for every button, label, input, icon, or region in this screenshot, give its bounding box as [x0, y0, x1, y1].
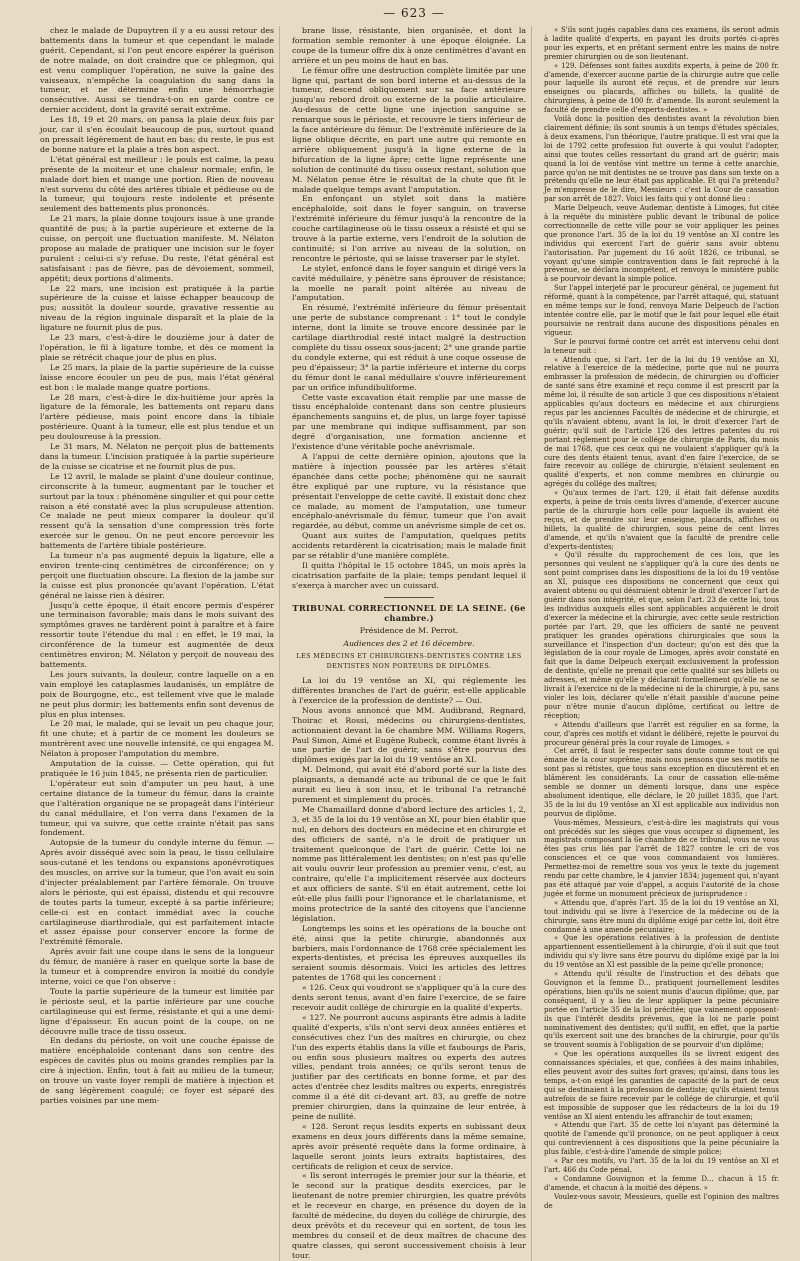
paragraph: Il quitta l'hôpital le 15 octobre 1845, un mois après la cicatrisation parfaite de la plaie; temps pendant lequel il s'exerça à marcher avec un cuissard.: [292, 560, 526, 590]
paragraph: « Condamne Gouvignon et la femme D... chacun à 15 fr. d'amende, et chacun à la moitié des dépens. »: [544, 1174, 779, 1192]
paragraph: brane lisse, résistante, bien organisée, et dont la formation semble remonter à une époque éloignée. La coupe de la tumeur offre dix à onze centimètres d'avant en arrière et un peu moins de haut en bas.: [292, 26, 526, 65]
paragraph: Cette vaste excavation était remplie par une masse de tissu encéphaloïde contenant dans son centre plusieurs épanchements sanguins et, de plus, un large foyer tapissé par une membrane qui indique suffisamment, par son degré d'organisation, une formation ancienne et l'existence d'une véritable poche anévrismale.: [292, 392, 526, 452]
text-columns: [40, 26, 788, 1260]
paragraph: Le 25 mars, la plaie de la partie supérieure de la cuisse laisse encore écouler un peu de pus, mais l'état général est bon : le malade mange quatre portions.: [40, 362, 274, 392]
paragraph: Jusqu'à cette époque, il était encore permis d'espérer une terminaison favorable; mais dans le mois suivant des symptômes graves ne tardèrent point à paraître et à faire ressortir toute l'étendue du mal : en effet, le 19 mai, la circonférence de la tumeur est augmentée de deux centimètres environ; M. Nélaton y perçoit de nouveau des battements.: [40, 600, 274, 669]
paragraph: « Ils seront interrogés le premier jour sur la théorie, et le second sur la pratique desdits exercices, par le lieutenant de notre premier chirurgien, les quatre prévôts et le receveur en charge, en présence du doyen de la faculté de médecine, du doyen du collége de chirurgie, des deux prévôts et du receveur qui en sortent, de tous les membres du conseil et de deux maîtres de chacune des quatre classes, qui seront successivement choisis à leur tour.: [292, 1171, 526, 1260]
paragraph: Me Chamaillard donne d'abord lecture des articles 1, 2, 3, et 35 de la loi du 19 ventôse an XI, pour bien établir que nul, en dehors des docteurs en médecine et en chirurgie et des officiers de santé, n'a le droit de pratiquer un traitement quelconque de l'art de guérir. Cette loi ne nomme pas littéralement les dentistes; on n'est pas qu'elle ait voulu ouvrir leur profession au premier venu, c'est, au contraire, qu'elle l'a implicitement réservée aux docteurs et aux officiers de santé. S'il en était autrement, cette loi eût-elle plus failli pour l'ignorance et le charlatanisme, et moins protectrice de la santé des citoyens que l'ancienne législation.: [292, 804, 526, 923]
paragraph: Le stylet, enfoncé dans le foyer sanguin et dirigé vers la cavité médullaire, y pénètre sans éprouver de résistance; la moelle ne paraît point altérée au niveau de l'amputation.: [292, 263, 526, 303]
court-title: TRIBUNAL CORRECTIONNEL DE LA SEINE. (6e chambre.): [292, 602, 526, 623]
paragraph: Le 12 avril, le malade se plaint d'une douleur continue, circonscrite à la tumeur, augmentant par le toucher et surtout par la toux : phénomène singulier et qui pour cette raison a été constaté avec la plus scrupuleuse attention. Ce malade ne peut mieux comparer la douleur qu'il ressent qu'à la sensation d'une compression très forte exercée sur le genou. On ne peut encore percevoir les battements de l'artère tibiale postérieure.: [40, 471, 274, 551]
paragraph: Marie Delpeuch, veuve Audemar, dentiste à Limoges, fut citée à la requête du ministère public devant le tribunal de police correctionnelle de cette ville pour se voir appliquer les peines que prononce l'art. 35 de la loi du 19 ventôse an XI contre les individus qui exercent l'art de guérir sans avoir obtenu l'autorisation. Par jugement du 16 août 1826, ce tribunal, se voyant qu'une simple contravention dans le fait reproché à la prévenue, se déclara incompétent, et renvoya le ministère public à se pourvoir devant la simple police.: [544, 204, 779, 284]
paragraph: « Attendu qu'il résulte de l'instruction et des débats que Gouvignon et la femme D... pratiquent journellement lesdites opérations, bien qu'ils ne soient munis d'aucun diplôme; que, par conséquent, il y a lieu de leur appliquer la peine pécuniaire portée en l'article 35 de la loi précitée; que vainement opposent-ils que l'intérêt desdits prévenus, que la loi ne parle point nominativement des dentistes; qu'il suffit, en effet, que la partie qu'ils exercent soit une des branches de la chirurgie, pour qu'ils se trouvent soumis à l'obligation de se pourvoir d'un diplôme;: [544, 970, 779, 1050]
paragraph: « S'ils sont jugés capables dans ces examens, ils seront admis à ladite qualité d'experts, en payant les droits portés ci-après pour les experts, et en prêtant serment entre les mains de notre premier chirurgien ou de son lieutenant.: [544, 26, 779, 61]
column-1: [40, 26, 280, 1261]
column-3: [544, 26, 784, 1261]
court-hearing-dates: Audiences des 2 et 16 décembre.: [343, 639, 475, 649]
paragraph: En enfonçant un stylet soit dans la matière encéphaloïde, soit dans le foyer sanguin, on traverse l'extrémité inférieure du fémur jusqu'à la rencontre de la couche cartilagineuse où le tissu osseux a résisté et qui se trouve à la partie externe, vers l'endroit de la solution de continuité; si l'on arrive au niveau de la solution, on rencontre le périoste, qui se laisse traverser par le stylet.: [292, 194, 526, 263]
column-2-court-report: [292, 676, 526, 1260]
paragraph: Le 28 mars, c'est-à-dire le dix-huitième jour après la ligature de la fémorale, les battements ont reparu dans l'artère pédieuse, mais point encore dans la tibiale postérieure. Quant à la tumeur, elle est plus tendue et un peu douloureuse à la pression.: [40, 392, 274, 442]
paragraph: La tumeur n'a pas augmenté depuis la ligature, elle a environ trente-cinq centimètres de circonférence; on y perçoit une fluctuation obscure. La flexion de la jambe sur la cuisse est plus prononcée qu'avant l'opération. L'état général ne laisse rien à désirer.: [40, 551, 274, 600]
paragraph: « Que les opérations relatives à la profession de dentiste appartiennent essentiellement à la chirurgie, d'où il suit que tout individu qui s'y livre sans être pourvu du diplôme exigé par la loi du 19 ventôse an XI est passible de la peine qu'elle prononce;: [544, 934, 779, 970]
paragraph: L'état général est meilleur : le pouls est calme, la peau présente de la moiteur et une chaleur normale; enfin, le malade dort bien et mange une portion. Rien de nouveau n'est survenu du côté des artères tibiale et pédieuse ou de la tumeur, qui toujours reste indolente et présente seulement des battements plus prononcés.: [40, 154, 274, 214]
paragraph: L'opérateur eut soin d'amputer un peu haut, à une certaine distance de la tumeur du fémur, dans la crainte que l'altération organique ne se propageât dans l'intérieur du canal médullaire, et l'on verra dans l'examen de la tumeur, qui va suivre, que cette crainte n'était pas sans fondement.: [40, 778, 274, 838]
paragraph: A l'appui de cette dernière opinion, ajoutons que la matière à injection poussée par les artères s'était épanchée dans cette poche; phénomène qui ne saurait être expliqué par une rupture, vu la résistance que présentait l'enveloppe de cette cavité. Il existait donc chez ce malade, au moment de l'amputation, une tumeur encéphalo-anévrismale du fémur, tumeur que l'on avait regardée, au début, comme un anévrisme simple de cet os.: [292, 451, 526, 531]
paragraph: Le 21 mars, la plaie donne toujours issue à une grande quantité de pus; à la partie supérieure et externe de la cuisse, on perçoit une fluctuation manifeste. M. Nélaton propose au malade de pratiquer une incision sur le foyer purulent : celui-ci s'y refuse. Du reste, l'état général est satisfaisant : pas de fièvre, pas de dévoiement, sommeil, appétit; deux portions d'aliments.: [40, 214, 274, 283]
paragraph: « 129. Défenses sont faites auxdits experts, à peine de 200 fr. d'amende, d'exercer aucune partie de la chirurgie autre que celle pour laquelle ils auront été reçus, et de prendre sur leurs enseignes ou placards, affiches ou billets, la qualité de chirurgiens, à peine de 100 fr. d'amende. Ils auront seulement la faculté de prendre celle d'experts-dentistes. »: [544, 61, 779, 115]
paragraph: Le fémur offre une destruction complète limitée par une ligne qui, partant de son bord interne et au-dessus de la tumeur, descend obliquement sur sa face antérieure jusqu'au rebord droit ou externe de la poulie articulaire. Au-dessus de cette ligne une injection sanguine se remarque sous le périoste, et recouvre le tiers inférieur de la face antérieure du fémur. De l'extrémité inférieure de la ligne oblique décrite, en part une autre qui remonte en arrière obliquement jusqu'à la ligne externe de la bifurcation de la ligne âpre; cette ligne représente une solution de continuité du tissu osseux restant, solution que M. Nélaton pense être le résultat de la chute que fit le malade quelque temps avant l'amputation.: [292, 65, 526, 194]
paragraph: Nous avons annoncé que MM. Audibrand, Regnard, Thoirac et Rossi, médecins ou chirurgiens-dentistes, actionnaient devant la 6e chambre MM. Williams Rogers, Paul Simon, Aimé et Eugène Rubeck, comme étant livrés à une partie de l'art de guérir, sans s'être pourvus des diplômes exigés par la loi du 19 ventôse an XI.: [292, 705, 526, 765]
paragraph: Sur le pourvoi formé contre cet arrêt est intervenu celui dont la teneur suit :: [544, 337, 779, 355]
paragraph: En résumé, l'extrémité inférieure du fémur présentait une perte de substance comprenant : 1° tout le condyle interne, dont la limite se trouve encore dessinée par le cartilage diarthrodial resté intact malgré la destruction complète du tissu osseux sous-jacent; 2° une grande partie du condyle externe, qui est réduit à une coque osseuse de peu d'épaisseur; 3° la partie inférieure et interne du corps du fémur dont le canal médullaire s'ouvre inférieurement par un orifice infundibuliforme.: [292, 303, 526, 392]
paragraph: Le 31 mars, M. Nélaton ne perçoit plus de battements dans la tumeur. L'incision pratiquée à la partie supérieure de la cuisse se cicatrise et ne fournit plus de pus.: [40, 442, 274, 471]
paragraph: Amputation de la cuisse. — Cette opération, qui fut pratiquée le 16 juin 1845, ne présenta rien de particulier.: [40, 759, 274, 778]
paragraph: En dedans du périoste, on voit une couche épaisse de matière encéphaloïde contenant dans son centre des espèces de cavités plus ou moins grandes remplies par la cire à injection. Enfin, tout à fait au milieu de la tumeur, on trouve un vaste foyer rempli de matière à injection et de sang légèrement coagulé; ce foyer est séparé des parties voisines par une mem-: [40, 1036, 274, 1105]
page-number-text: — 623 —: [383, 6, 445, 20]
paragraph: Voilà donc la position des dentistes avant la révolution bien clairement définie; ils sont soumis à un temps d'études spéciales, à deux examens, l'un théorique, l'autre pratique. Il est vrai que la loi de 1792 cette profession fut ouverte à qui voulut l'adopter, ainsi que toutes celles ressortant du grand art de guérir; mais quand la loi de ventôse vint mettre un terme à cette anarchie, parce qu'on ne mit dentistes ne se trouve pas dans son texte on a prétendu qu'elle ne leur était pas applicable. Et qui l'a prétendu? Je m'empresse de le dire, Messieurs : c'est la Cour de cassation par son arrêt de 1827. Voici les faits qui y ont donné lieu :: [544, 115, 779, 204]
paragraph: Cet arrêt, il faut le respecter sans doute comme tout ce qui émane de la cour suprême; mais nous pensons que ses motifs ne sont pas si rétistes, que tous sans exception en discutèrent et en blâmèrent les considérants. La cour de cassation elle-même semble se donner un démenti lorsque, dans une espèce absolument identique, elle déclare, le 20 juillet 1835, que l'art. 35 de la loi du 19 ventôse an XI est applicable aux individus non pourvus de diplôme.: [544, 747, 779, 818]
paragraph: « Qu'il résulte du rapprochement de ces lois, que les personnes qui veulent ne s'appliquer qu'à la cure des dents ne sont point comprises dans les dispositions de la loi du 19 ventôse an XI, puisque ces dispositions ne concernent que ceux qui avaient obtenu ou qui désiraient obtenir le droit d'exercer l'art de guérir dans son intégrité, et que, selon l'art. 23 de cette loi, tous les individus auxquels elles sont applicables acquièrent le droit d'exercer la médecine et la chirurgie, avec cette seule restriction portée par l'art. 29, que les officiers de santé ne peuvent pratiquer les grandes opérations chirurgicales que sous la surveillance et l'inspection d'un docteur; qu'on est dès que la législation de la cour royale de Limoges, après avoir constaté en fait que la dame Delpeuch exerçait exclusivement la profession de dentiste, qu'elle ne prenait que cette qualité sur ses billets ou adresses, et même qu'elle y déclarait formellement qu'elle ne se livrait à l'exercice ni de la médecine ni de la chirurgie, à pu, sans violer les lois, déclarer qu'elle n'était passible d'aucune peine pour n'être munie d'aucun diplôme, certificat ou lettre de réception;: [544, 551, 779, 720]
paragraph: « Attendu d'ailleurs que l'arrêt est régulier en sa forme, la cour, d'après ces motifs et vidant le délibéré, rejette le pourvoi du procureur général près la cour royale de Limoges. »: [544, 720, 779, 747]
paragraph: Le 20 mai, le malade, qui se levait un peu chaque jour, fit une chute; et à partir de ce moment les douleurs se montrèrent avec une nouvelle intensité, ce qui engagea M. Nélaton à proposer l'amputation du membre.: [40, 719, 274, 759]
court-heading: [292, 597, 526, 672]
paragraph: Voulez-vous savoir, Messieurs, quelle est l'opinion des maîtres de: [544, 1192, 779, 1210]
paragraph: chez le malade de Dupuytren il y a eu aussi retour des battements dans la tumeur et que cependant le malade guérit. Cependant, si l'on peut encore espérer la guérison de notre malade, on doit craindre que ce phlegmon, qui est venu compliquer l'opération, ne suive la gaîne des vaisseaux, n'empêche la coagulation du sang dans la tumeur, et ne détermine enfin une hémorrhagie consécutive. Aussi se tiendra-t-on en garde contre ce dernier accident, dont la gravité serait extrême.: [40, 26, 274, 115]
court-case-subject: LES MÉDECINS ET CHIRURGIENS-DENTISTES CONTRE LES DENTISTES NON PORTEURS DE DIPLÔMES.: [296, 652, 522, 671]
paragraph: Vous-mêmes, Messieurs, c'est-à-dire les magistrats qui vous ont précédés sur les sièges que vous occupez si dignement, les magistrats composant la 6e chambre de ce tribunal, vous ne vous êtes pas crus liés par l'arrêt de 1827 contre le cri de vos consciences et ce que vous commandaient vos lumières. Permettez-moi de remettre sous vos yeux le texte du jugement rendu par cette chambre, le 4 janvier 1834; jugement qui, n'ayant pas été attaqué par voie d'appel, a acquis l'autorité de la chose jugée et forme un monument précieux de jurisprudence :: [544, 818, 779, 898]
paragraph: Les 18, 19 et 20 mars, on pansa la plaie deux fois par jour, car il s'en écoulait beaucoup de pus, surtout quand on pressait légèrement de haut en bas; du reste, le pus est de bonne nature et la plaie a très bon aspect.: [40, 115, 274, 154]
paragraph: Toute la partie supérieure de la tumeur est limitée par le périoste seul, et la partie inférieure par une couche cartilagineuse qui est ferme, résistante et qui a une demi-ligne d'épaisseur. En aucun point de la coupe, on ne découvre nulle trace de tissu osseux.: [40, 986, 274, 1036]
paragraph: « Attendu que, si l'art. 1er de la loi du 19 ventôse an XI, relative à l'exercice de la médecine, porte que nul ne pourra embrasser la profession de médecin, de chirurgien ou d'officier de santé sans être examiné et reçu comme il est prescrit par la même loi, il résulte de son article 3 que ces dispositions n'étaient applicables qu'aux docteurs en médecine et aux chirurgiens reçus par les anciennes Facultés de médecine et de chirurgie, et qu'ils n'avaient obtenu, avant la loi, le droit d'exercer l'art de guérir; qu'il suit de l'article 126 des lettres patentes du roi portant règlement pour le collége de chirurgie de Paris, du mois de mai 1768, que ces ceux qui ne voulaient s'appliquer qu'à la cure des dents étaient tenus, avant d'en faire l'exercice, de se faire recevoir au collége de chirurgie, n'étaient seulement en qualité d'experts, et non comme membres en chirurgie ou agrégés du collége des maîtres;: [544, 355, 779, 489]
column-2-article-end: [292, 26, 526, 591]
column-2: [292, 26, 532, 1261]
paragraph: Quant aux suites de l'amputation, quelques petits accidents retardèrent la cicatrisation; mais le malade finit par se rétablir d'une manière complète.: [292, 531, 526, 561]
paragraph: « Attendu que, d'après l'art. 35 de la loi du 19 ventôse an XI, tout individu qui se livre à l'exercice de la médecine ou de la chirurgie, sans être muni du diplôme exigé par cette loi, doit être condamné à une amende pécuniaire;: [544, 898, 779, 934]
paragraph: Les jours suivants, la douleur, contre laquelle on a en vain employé les cataplasmes laudanisés, un emplâtre de poix de Bourgogne, etc., est tellement vive que le malade ne peut plus dormir; les battements enfin sont devenus de plus en plus intenses.: [40, 669, 274, 719]
page-number: [40, 0, 788, 26]
divider: [384, 597, 434, 598]
paragraph: Après avoir fait une coupe dans le sens de la longueur du fémur, de manière à raser en quelque sorte la base de la tumeur et à comprendre environ la moitié du condyle interne, voici ce que l'on observe :: [40, 947, 274, 986]
paragraph: Sur l'appel interjeté par le procureur général, ce jugement fut réformé, quant à la compétence, par l'arrêt attaqué, qui, statuant en même temps sur le fond, renvoya Marie Delpeuch de l'action intentée contre elle, par le motif que le fait pour lequel elle était poursuivie ne rentrait dans aucune des dispositions pénales en vigueur.: [544, 284, 779, 337]
paragraph: Autopsie de la tumeur du condyle interne du fémur. — Après avoir disséqué avec soin la peau, le tissu cellulaire sous-cutané et les tendons ou expansions aponévrotiques des muscles, on arrive sur la tumeur, que l'on avait eu soin d'injecter préalablement par l'artère fémorale. On trouve alors le périoste, qui est épaissi, distendu et qui recouvre de toutes parts la tumeur, excepté à sa partie inférieure; celle-ci est en contact immédiat avec la couche cartilagineuse diarthrodiale, qui est parfaitement intacte et assez épaisse pour conserver encore la forme de l'extrémité fémorale.: [40, 838, 274, 947]
paragraph: « Attendu que l'art. 35 de cette loi n'ayant pas déterminé la quotité de l'amende qu'il prononce, on ne peut appliquer à ceux qui contreviennent à ces dispositions que la peine pécuniaire la plus faible, c'est-à-dire l'amende de simple police;: [544, 1121, 779, 1157]
paragraph: « Que les opérations auxquelles ils se livrent exigent des connaissances spéciales, et que, confiées à des mains inhabiles, elles peuvent avoir des suites fort graves; qu'ainsi, dans tous les temps, a-t-on exigé les garanties de capacité de la part de ceux qui se destinaient à la profession de dentiste; qu'ils étaient tenus autrefois de se faire recevoir par le collége de chirurgie, et qu'il est impossible de supposer que les rédacteurs de la loi du 19 ventôse an XI aient entendu les affranchir de tout examen;: [544, 1050, 779, 1121]
paragraph: « 127. Ne pourront aucuns aspirants être admis à ladite qualité d'experts, s'ils n'ont servi deux années entières et consécutives chez l'un des maîtres en chirurgie, ou chez l'un des experts établis dans la ville et faubourgs de Paris, ou enfin sous plusieurs maîtres ou experts des autres villes, pendant trois années; ce qu'ils seront tenus de justifier par des certificats en bonne forme, et par des actes d'entrée chez lesdits maîtres ou experts, enregistrés comme il a été dit ci-devant art. 83, au greffe de notre premier chirurgien, dans la quinzaine de leur entrée, à peine de nullité.: [292, 1012, 526, 1121]
paragraph: M. Delmond, qui avait été d'abord porté sur la liste des plaignants, a demandé acte au tribunal de ce que le fait aurait eu lieu à son insu, et le tribunal l'a retranché purement et simplement du procès.: [292, 765, 526, 804]
paragraph: Le 23 mars, c'est-à-dire le douzième jour à dater de l'opération, le fil à ligature tombe, et dès ce moment la plaie se rétrécit chaque jour de plus en plus.: [40, 333, 274, 362]
court-president: Présidence de M. Perrot.: [359, 626, 459, 636]
paragraph: « 126. Ceux qui voudront se s'appliquer qu'à la cure des dents seront tenus, avant d'en faire l'exercice, de se faire recevoir audit collége de chirurgie en la qualité d'experts.: [292, 983, 526, 1012]
paragraph: La loi du 19 ventôse an XI, qui réglemente les différentes branches de l'art de guérir, est-elle applicable à l'exercice de la profession de dentiste? — Oui.: [292, 676, 526, 705]
paragraph: « Qu'aux termes de l'art. 129, il était fait défense auxdits experts, à peine de trois cents livres d'amende, d'exercer aucune partie de la chirurgie hors celle pour laquelle ils avaient été reçus, et de prendre sur leur enseigne, placards, affiches ou billets, la qualité de chirurgien, sous peine de cent livres d'amende, et qu'ils n'avaient que la faculté de prendre celle d'experts-dentistes;: [544, 489, 779, 551]
paragraph: « 128. Seront reçus lesdits experts en subissant deux examens en deux jours différents dans la même semaine, après avoir présenté requête dans la forme ordinaire, à laquelle seront joints leurs extraits baptistaires, des certificats de religion et ceux de service.: [292, 1121, 526, 1171]
paragraph: Le 22 mars, une incision est pratiquée à la partie supérieure de la cuisse et laisse échapper beaucoup de pus; aussitôt la douleur sourde, gravative ressentie au niveau de la région inguinale disparaît et la plaie de la ligature ne fournit plus de pus.: [40, 283, 274, 333]
paragraph: Longtemps les soins et les opérations de la bouche ont été, ainsi que la petite chirurgie, abandonnés aux barbiers, mais l'ordonnance de 1768 crée spécialement les experts-dentistes, et précisa les épreuves auxquelles ils seraient soumis désormais. Voici les articles des lettres patentes de 1768 qui les concernent :: [292, 923, 526, 983]
paragraph: « Par ces motifs, vu l'art. 35 de la loi du 19 ventôse an XI et l'art. 466 du Code pénal,: [544, 1157, 779, 1174]
